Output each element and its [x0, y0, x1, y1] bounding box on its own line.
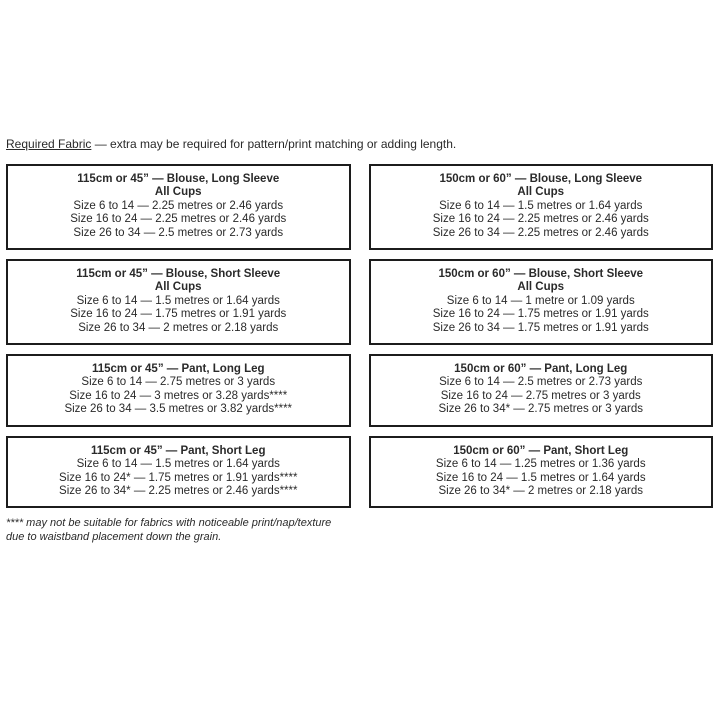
- size-requirement-row: Size 26 to 34* — 2 metres or 2.18 yards: [438, 484, 644, 497]
- fabric-requirement-box: [6, 436, 351, 509]
- size-requirement-row: Size 16 to 24 — 1.75 metres or 1.91 yards: [432, 308, 649, 321]
- fabric-requirement-box: [369, 436, 714, 509]
- box-title: 115cm or 45” — Pant, Long Leg: [91, 363, 265, 376]
- size-requirement-row: Size 6 to 14 — 2.5 metres or 2.73 yards: [439, 376, 643, 389]
- size-requirement-row: Size 16 to 24 — 3 metres or 3.28 yards****: [69, 389, 288, 402]
- size-requirement-row: Size 16 to 24 — 2.25 metres or 2.46 yards: [70, 213, 287, 226]
- box-title: 150cm or 60” — Pant, Long Leg: [454, 363, 628, 376]
- size-requirement-row: Size 16 to 24 — 2.75 metres or 3 yards: [440, 389, 641, 402]
- box-rows: [377, 458, 706, 498]
- box-rows: [377, 295, 706, 335]
- size-requirement-row: Size 26 to 34 — 2.25 metres or 2.46 yards: [432, 226, 649, 239]
- box-rows: [14, 200, 343, 240]
- size-requirement-row: Size 6 to 14 — 1.25 metres or 1.36 yards: [435, 458, 646, 471]
- required-fabric-label: Required Fabric: [6, 137, 92, 151]
- fabric-requirement-box: [369, 354, 714, 427]
- size-requirement-row: Size 6 to 14 — 2.25 metres or 2.46 yards: [73, 199, 284, 212]
- box-title: 115cm or 45” — Blouse, Short Sleeve: [76, 268, 281, 281]
- size-requirement-row: Size 26 to 34 — 2 metres or 2.18 yards: [78, 321, 279, 334]
- size-requirement-row: Size 26 to 34 — 1.75 metres or 1.91 yards: [432, 321, 649, 334]
- footnote: [6, 517, 713, 544]
- box-rows: [14, 458, 343, 498]
- fabric-requirement-box: [6, 354, 351, 427]
- size-requirement-row: Size 6 to 14 — 1.5 metres or 1.64 yards: [439, 199, 643, 212]
- size-requirement-row: Size 6 to 14 — 1.5 metres or 1.64 yards: [76, 458, 280, 471]
- fabric-requirement-box: [369, 259, 714, 345]
- fabric-grid: [6, 164, 713, 508]
- box-title: 115cm or 45” — Blouse, Long Sleeve: [77, 173, 280, 185]
- footnote-line-2: due to waistband placement down the grain.: [6, 530, 222, 543]
- box-title: 150cm or 60” — Blouse, Short Sleeve: [438, 268, 644, 281]
- footnote-line-1: **** may not be suitable for fabrics with noticeable print/nap/texture: [6, 517, 332, 530]
- box-subtitle: All Cups: [517, 186, 565, 199]
- fabric-requirement-box: [369, 164, 714, 250]
- size-requirement-row: Size 26 to 34* — 2.25 metres or 2.46 yards****: [59, 484, 298, 497]
- box-subtitle: All Cups: [154, 281, 202, 294]
- size-requirement-row: Size 26 to 34 — 2.5 metres or 2.73 yards: [73, 226, 284, 239]
- box-title: 115cm or 45” — Pant, Short Leg: [91, 444, 266, 457]
- box-rows: [377, 376, 706, 416]
- size-requirement-row: Size 16 to 24 — 2.25 metres or 2.46 yards: [432, 213, 649, 226]
- box-rows: [14, 295, 343, 335]
- fabric-requirement-box: [6, 259, 351, 345]
- box-rows: [14, 376, 343, 416]
- size-requirement-row: Size 6 to 14 — 1.5 metres or 1.64 yards: [76, 294, 280, 307]
- size-requirement-row: Size 6 to 14 — 2.75 metres or 3 yards: [81, 376, 276, 389]
- size-requirement-row: Size 16 to 24* — 1.75 metres or 1.91 yards****: [59, 471, 298, 484]
- required-fabric-header: [6, 136, 713, 152]
- size-requirement-row: Size 16 to 24 — 1.5 metres or 1.64 yards: [435, 471, 646, 484]
- size-requirement-row: Size 26 to 34 — 3.5 metres or 3.82 yards****: [64, 403, 293, 416]
- box-title: 150cm or 60” — Blouse, Long Sleeve: [439, 173, 643, 185]
- box-rows: [377, 200, 706, 240]
- size-requirement-row: Size 26 to 34* — 2.75 metres or 3 yards: [438, 403, 644, 416]
- size-requirement-row: Size 6 to 14 — 1 metre or 1.09 yards: [446, 294, 635, 307]
- box-title: 150cm or 60” — Pant, Short Leg: [453, 444, 629, 457]
- fabric-requirement-box: [6, 164, 351, 250]
- size-requirement-row: Size 16 to 24 — 1.75 metres or 1.91 yards: [70, 308, 287, 321]
- required-fabric-note: — extra may be required for pattern/print matching or adding length.: [91, 137, 457, 151]
- box-subtitle: All Cups: [154, 186, 202, 199]
- page-content: [6, 136, 713, 544]
- box-subtitle: All Cups: [517, 281, 565, 294]
